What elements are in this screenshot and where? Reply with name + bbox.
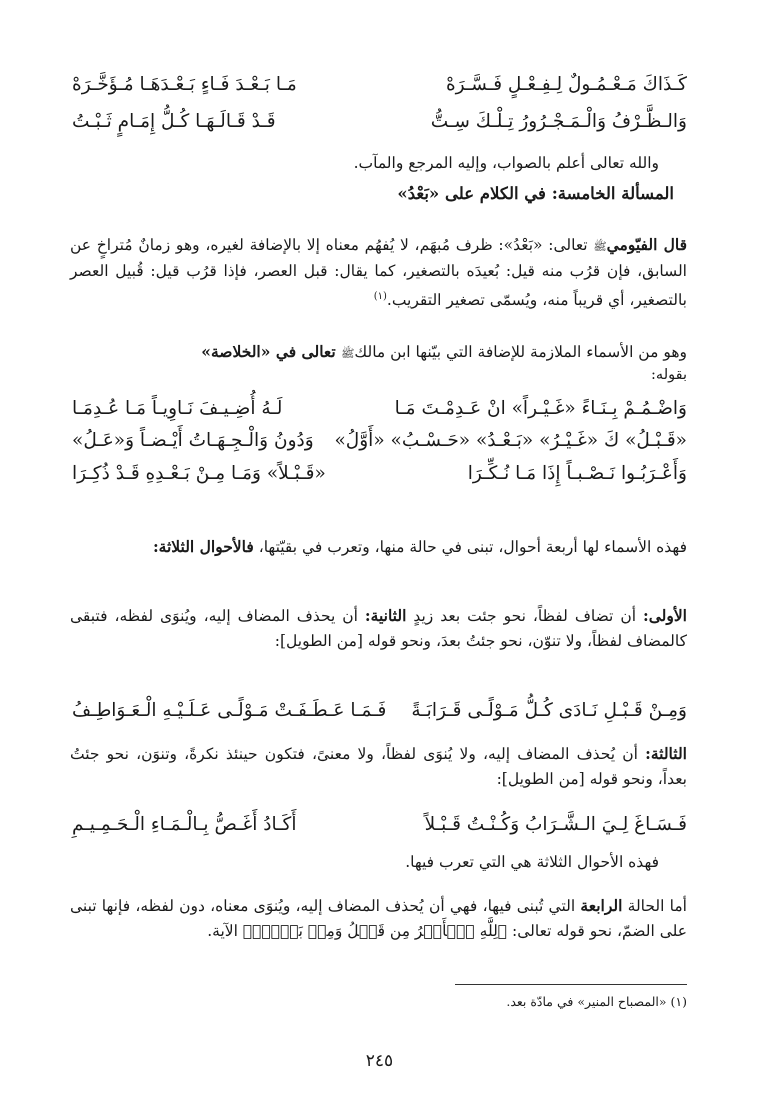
verse-first-hemistich: كَـذَاكَ مَـعْـمُـولٌ لِـفِـعْـلٍ فَـسَّـرَهْ bbox=[445, 74, 687, 95]
poem-verse bbox=[72, 111, 687, 132]
paragraph-text: الآية. bbox=[207, 922, 243, 940]
paragraph-fayyumi bbox=[70, 232, 687, 313]
paragraph-ibn-malik bbox=[70, 339, 687, 366]
verse-second-hemistich: «قَـبْـلاً» وَمَـا مِـنْ بَـعْـدِهِ قَـدْ ذُكِـرَا bbox=[72, 463, 326, 484]
paragraph-text: وهو من الأسماء الملازمة للإضافة التي بيّنها ابن مالك bbox=[354, 343, 687, 361]
page-number: ٢٤٥ bbox=[365, 1051, 394, 1071]
paragraph-text: أن يُحذف المضاف إليه، ولا يُنوَى لفظاً، ولا معنىً، فتكون حينئذ نكرةً، وتنوَن، نحو جئتُ بعداً، ونحو قوله [من الطويل]: bbox=[70, 745, 687, 788]
label-first: الأولى: bbox=[642, 606, 687, 625]
label-third: الثالثة: bbox=[645, 744, 687, 763]
footnote-reference: (١) bbox=[373, 291, 387, 302]
verse-first-hemistich: «قَـبْـلُ» كَ «غَـيْـرُ» «بَـعْـدُ» «حَـسْـبُ» «أَوَّلُ» bbox=[334, 430, 687, 451]
label-fourth: الرابعة bbox=[580, 896, 623, 915]
verse-first-hemistich: وَأَعْـرَبُـوا نَـصْـبـاً إِذَا مَـا نُـكِّـرَا bbox=[467, 463, 687, 484]
footnote-divider bbox=[455, 984, 687, 985]
verse-second-hemistich: قَـدْ قَـالَـهَـا كُـلُّ إِمَـامٍ ثَـبْـتُ bbox=[72, 111, 276, 132]
footnote: (١) «المصباح المنير» في مادّة بعد. bbox=[506, 994, 687, 1009]
verse-second-hemistich: وَدُونُ وَالْـجِـهَـاتُ أَيْـضـاً وَ«عَـلُ» bbox=[72, 430, 314, 451]
intro-line: بقوله: bbox=[651, 367, 687, 383]
poem-verse bbox=[72, 814, 687, 835]
author-name: قال الفيّومي bbox=[606, 235, 687, 254]
paragraph-text: أن يحذف المضاف إليه، ويُنوَى لفظه، فتبقى كالمضاف لفظاً، ولا تنوّن، نحو جئتُ بعدَ، ونحو قوله [من الطويل]: bbox=[70, 607, 687, 650]
bold-phrase: فالأحوال الثلاثة: bbox=[152, 537, 254, 556]
book-title: تعالى في «الخلاصة» bbox=[201, 342, 342, 361]
paragraph-text: أن تضاف لفظاً، نحو جئت بعد زيدٍ bbox=[406, 607, 643, 625]
label-second: الثانية: bbox=[364, 606, 407, 625]
poem-verse bbox=[72, 700, 687, 721]
poem-verse bbox=[72, 398, 687, 419]
honorific-symbol: ﷺ bbox=[593, 240, 607, 253]
verse-first-hemistich: وَاضْـمُـمْ بِـنَـاءً «غَـيْـراً» انْ عَـدِمْـتَ مَـا bbox=[394, 398, 687, 419]
verse-second-hemistich: فَـمَـا عَـطَـفَـتْ مَـوْلًـى عَـلَـيْـهِ الْـعَـوَاطِـفُ bbox=[72, 700, 387, 721]
verse-second-hemistich: مَـا بَـعْـدَ فَـاءٍ بَـعْـدَهَـا مُـؤَخَّـرَهْ bbox=[72, 74, 297, 95]
verse-first-hemistich: فَـسَـاغَ لِـيَ الـشَّـرَابُ وَكُـنْـتُ قَـبْـلاً bbox=[424, 814, 687, 835]
poem-verse bbox=[72, 430, 687, 451]
paragraph-third bbox=[70, 741, 687, 792]
paragraph-four-states bbox=[70, 534, 687, 560]
paragraph-text: تعالى: «بَعْدُ»: ظرف مُبهَم، لا يُفهُم معناه إلا بالإضافة لغيره، وهو زمانٌ مُتراخٍ عن السابق، فإن قرُب منه قيل: بُعيدَه بالتصغير، كما يقال: قبل العصر، فإذا قرُب قيل: قُبيل العصر بالتصغير، أي قريباً منه، ويُسمّى تصغير التقريب. bbox=[70, 236, 687, 310]
poem-verse bbox=[72, 74, 687, 95]
summary-line: فهذه الأحوال الثلاثة هي التي تعرب فيها. bbox=[405, 853, 659, 871]
verse-first-hemistich: وَمِـنْ قَـبْـلِ نَـادَى كُـلُّ مَـوْلًـى قَـرَابَـةً bbox=[411, 700, 687, 721]
paragraph-text: التي تُبنى فيها، فهي أن يُحذف المضاف إليه، ويُنوَى معناه، دون لفظه، فإنها تبنى على الضمّ، نحو قوله تعالى: bbox=[70, 897, 687, 940]
poem-verse bbox=[72, 463, 687, 484]
honorific-symbol: ﷺ bbox=[341, 347, 355, 360]
paragraph-fourth bbox=[70, 893, 687, 944]
quran-quote: ﴿لِلَّهِ ٱلۡأَمۡرُ مِن قَبۡلُ وَمِنۢ بَعۡدُۚ﴾ bbox=[242, 922, 508, 940]
verse-second-hemistich: أَكَـادُ أَغَـصُّ بِـالْـمَـاءِ الْـحَـمِـيـمِ bbox=[72, 814, 297, 835]
closing-prayer: والله تعالى أعلم بالصواب، وإليه المرجع والمآب. bbox=[353, 154, 659, 172]
paragraph-text: أما الحالة bbox=[622, 897, 687, 915]
verse-second-hemistich: لَـهُ أُضِـيـفَ نَـاوِيـاً مَـا عُـدِمَـا bbox=[72, 398, 283, 419]
section-title: المسألة الخامسة: في الكلام على «بَعْدُ» bbox=[397, 184, 674, 203]
verse-first-hemistich: وَالـظَّـرْفُ وَالْـمَـجْـرُورُ تِـلْـكَ سِـتُّ bbox=[430, 111, 687, 132]
paragraph-first-second bbox=[70, 603, 687, 654]
paragraph-text: فهذه الأسماء لها أربعة أحوال، تبنى في حالة منها، وتعرب في بقيّتها، bbox=[253, 538, 687, 556]
